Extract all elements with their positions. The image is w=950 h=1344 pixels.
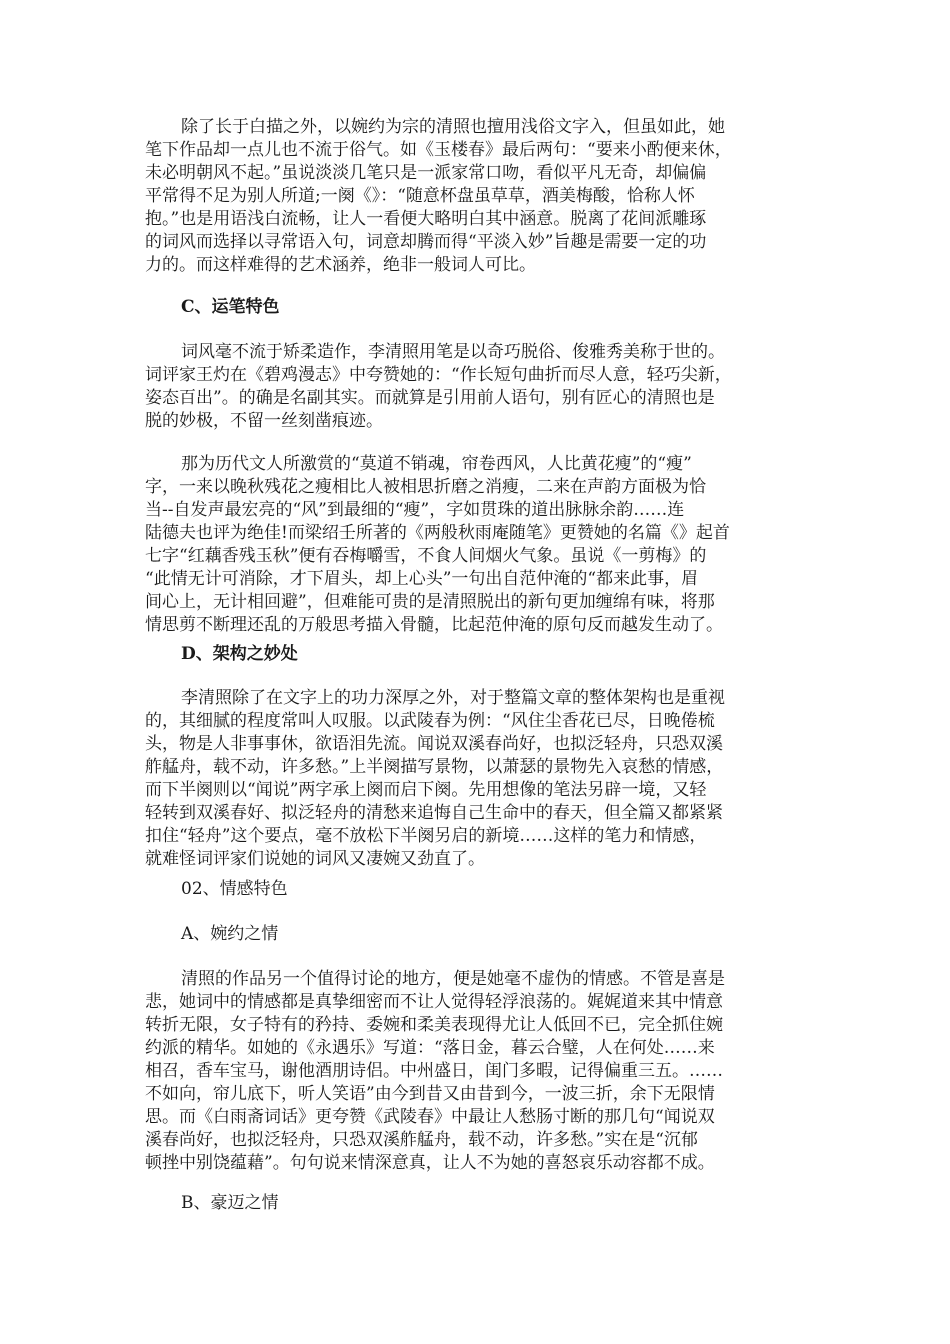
heading-a: A、婉约之情 — [181, 924, 279, 944]
text-line: 约派的精华。如她的《永遇乐》写道：“落日金，暮云合璧，人在何处……来 — [145, 1038, 715, 1058]
text-line: 脱的妙极，不留一丝刻凿痕迹。 — [145, 411, 383, 431]
heading-section-02: 02、情感特色 — [181, 879, 288, 899]
text-line: 而下半阕则以“闻说”两字承上阕而启下阕。先用想像的笔法另辟一境，又轻 — [145, 780, 707, 800]
text-line: 的，其细腻的程度常叫人叹服。以武陵春为例：“风住尘香花已尽，日晚倦梳 — [145, 711, 715, 731]
text-line: 溪春尚好，也拟泛轻舟，只恐双溪舴艋舟，载不动，许多愁。”实在是“沉郁 — [145, 1130, 698, 1150]
text-line: 头，物是人非事事休，欲语泪先流。闻说双溪春尚好，也拟泛轻舟，只恐双溪 — [145, 734, 723, 754]
text-line: 扣住“轻舟”这个要点，毫不放松下半阕另启的新境……这样的笔力和情感， — [145, 826, 707, 846]
text-line: 那为历代文人所激赏的“莫道不销魂，帘卷西风，人比黄花瘦”的“瘦” — [181, 454, 692, 474]
text-line: 当--自发声最宏亮的“风”到最细的“瘦”，字如贯珠的道出脉脉余韵……连 — [145, 500, 685, 520]
text-line: 平常得不足为别人所道;一阕《》：“随意杯盘虽草草，酒美梅酸，恰称人怀 — [145, 186, 695, 206]
paragraph-2 — [145, 341, 805, 433]
heading-b: B、豪迈之情 — [181, 1193, 279, 1213]
paragraph-3 — [145, 453, 805, 637]
text-line: 轻转到双溪春好、拟泛轻舟的清愁来追悔自己生命中的春天，但全篇又都紧紧 — [145, 803, 723, 823]
text-line: 思。而《白雨斋词话》更夸赞《武陵春》中最让人愁肠寸断的那几句“闻说双 — [145, 1107, 715, 1127]
text-line: 顿挫中别饶蕴藉”。句句说来情深意真，让人不为她的喜怒哀乐动容都不成。 — [145, 1153, 715, 1173]
text-line: 转折无限，女子特有的矜持、委婉和柔美表现得尤让人低回不已，完全抓住婉 — [145, 1015, 723, 1035]
heading-d: D、架构之妙处 — [181, 644, 298, 664]
text-line: “此情无计可消除，才下眉头，却上心头”一句出自范仲淹的“都来此事，眉 — [145, 569, 699, 589]
text-line: 笔下作品却一点儿也不流于俗气。如《玉楼春》最后两句：“要来小酌便来休， — [145, 140, 732, 160]
text-line: 悲，她词中的情感都是真挚细密而不让人觉得轻浮浪荡的。娓娓道来其中情意 — [145, 992, 723, 1012]
text-line: 抱。”也是用语浅白流畅，让人一看便大略明白其中涵意。脱离了花间派雕琢 — [145, 209, 707, 229]
text-line: 清照的作品另一个值得讨论的地方，便是她毫不虚伪的情感。不管是喜是 — [181, 969, 725, 989]
heading-c: C、运笔特色 — [181, 297, 280, 317]
text-line: 词风毫不流于矫柔造作，李清照用笔是以奇巧脱俗、俊雅秀美称于世的。 — [181, 342, 725, 362]
text-line: 力的。而这样难得的艺术涵养，绝非一般词人可比。 — [145, 255, 536, 275]
text-line: 就难怪词评家们说她的词风又凄婉又劲直了。 — [145, 849, 485, 869]
paragraph-4 — [145, 687, 805, 871]
text-line: 舴艋舟，载不动，许多愁。”上半阕描写景物，以萧瑟的景物先入哀愁的情感， — [145, 757, 724, 777]
text-line: 陆德夫也评为绝佳!而梁绍壬所著的《两般秋雨庵随笔》更赞她的名篇《》起首 — [145, 523, 730, 543]
text-line: 的词风而选择以寻常语入句，词意却腾而得“平淡入妙”旨趣是需要一定的功 — [145, 232, 707, 252]
text-line: 除了长于白描之外，以婉约为宗的清照也擅用浅俗文字入，但虽如此，她 — [181, 117, 725, 137]
text-line: 相召，香车宝马，谢他酒朋诗侣。中州盛日，闺门多暇，记得偏重三五。…… — [145, 1061, 723, 1081]
paragraph-1 — [145, 116, 805, 277]
text-line: 七字“红藕香残玉秋”便有吞梅嚼雪，不食人间烟火气象。虽说《一剪梅》的 — [145, 546, 707, 566]
paragraph-5 — [145, 968, 805, 1175]
text-line: 未必明朝风不起。”虽说淡淡几笔只是一派家常口吻，看似平凡无奇，却偏偏 — [145, 163, 707, 183]
text-line: 姿态百出”。的确是名副其实。而就算是引用前人语句，别有匠心的清照也是 — [145, 388, 715, 408]
text-line: 不如向，帘儿底下，听人笑语”由今到昔又由昔到今，一波三折，余下无限情 — [145, 1084, 715, 1104]
text-line: 词评家王灼在《碧鸡漫志》中夸赞她的：“作长短句曲折而尽人意，轻巧尖新， — [145, 365, 732, 385]
text-line: 李清照除了在文字上的功力深厚之外，对于整篇文章的整体架构也是重视 — [181, 688, 725, 708]
text-line: 字，一来以晚秋残花之瘦相比人被相思折磨之消瘦，二来在声韵方面极为恰 — [145, 477, 706, 497]
text-line: 情思剪不断理还乱的万般思考描入骨髓，比起范仲淹的原句反而越发生动了。 — [145, 615, 723, 635]
text-line: 间心上，无计相回避”，但难能可贵的是清照脱出的新句更加缠绵有味，将那 — [145, 592, 715, 612]
